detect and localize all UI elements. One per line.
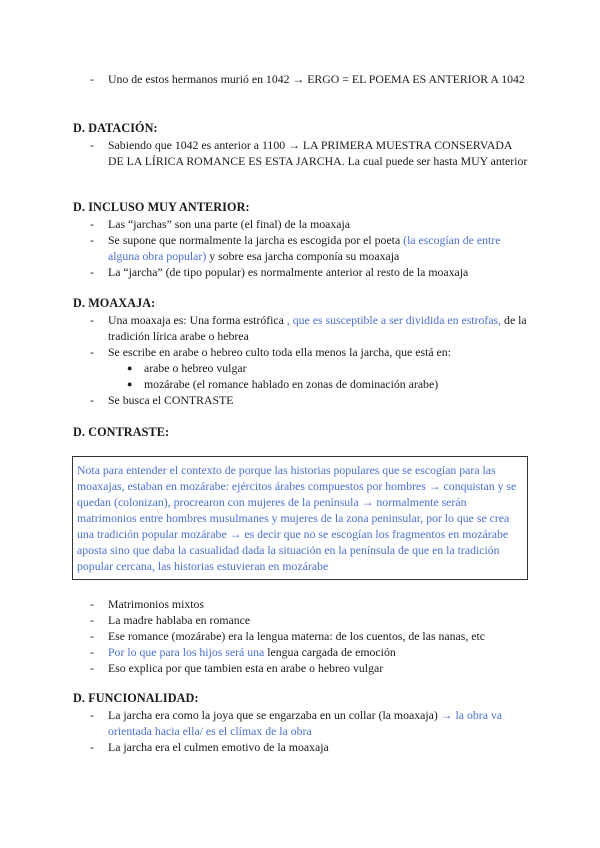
sub-item-text: mozárabe (el romance hablado en zonas de dominación arabe): [144, 377, 439, 391]
sub-item-text: arabe o hebreo vulgar: [144, 361, 247, 375]
dash-bullet: -: [90, 313, 94, 327]
dash-bullet: -: [90, 345, 94, 359]
list-item-text: lengua cargada de emoción: [264, 645, 396, 659]
highlight-text: (la escogían de entre alguna obra popular): [108, 233, 501, 263]
list: [0, 707, 600, 755]
list-item-text: La madre hablaba en romance: [108, 613, 251, 627]
list-item-text: La jarcha era el culmen emotivo de la moaxaja: [108, 740, 329, 754]
dot-bullet: ●: [127, 379, 133, 389]
dash-bullet: -: [90, 72, 94, 86]
highlight-text: , que es susceptible a ser dividida en estrofas,: [283, 313, 502, 327]
section-heading-funcionalidad: D. FUNCIONALIDAD:: [73, 691, 199, 705]
dash-bullet: -: [90, 645, 94, 659]
dash-bullet: -: [90, 393, 94, 407]
section-heading-datacion: D. DATACIÓN:: [73, 121, 158, 135]
list-item-text: La cual puede ser hasta MUY anterior: [344, 154, 528, 168]
list-item-text: Una moaxaja es: Una forma estrófica: [108, 313, 284, 327]
dash-bullet: -: [90, 629, 94, 643]
list-item-text: Se escribe en arabe o hebreo culto toda ella menos la jarcha, que está en:: [108, 345, 451, 359]
section-heading-moaxaja: D. MOAXAJA:: [73, 296, 156, 310]
dash-bullet: -: [90, 138, 94, 152]
list-item-text: Sabiendo que 1042 es anterior a 1100 → LA PRIMERA MUESTRA CONSERVADA DE LA LÍRICA ROMANCE ES ESTA JARCHA.: [108, 138, 512, 168]
section-heading-contraste: D. CONTRASTE:: [73, 425, 170, 439]
list-item: [0, 137, 600, 169]
list-item-text: La “jarcha” (de tipo popular) es normalmente anterior al resto de la moaxaja: [108, 265, 469, 279]
dash-bullet: -: [90, 661, 94, 675]
list: [0, 312, 600, 408]
list-item-text: La jarcha era como la joya que se engarzaba en un collar (la moaxaja): [108, 708, 438, 722]
list-item: [0, 71, 600, 87]
list-item-text: Eso explica por que tambien esta en arabe o hebreo vulgar: [108, 661, 384, 675]
list: [0, 216, 600, 280]
section-heading-incluso: D. INCLUSO MUY ANTERIOR:: [73, 200, 250, 214]
list-item-text: Ese romance (mozárabe) era la lengua materna: de los cuentos, de las nanas, etc: [108, 629, 485, 643]
dash-bullet: -: [90, 217, 94, 231]
list-item-text: Se supone que normalmente la jarcha es escogida por el poeta: [108, 233, 404, 247]
list-item-text: y sobre esa jarcha componía su moaxaja: [206, 249, 400, 263]
dash-bullet: -: [90, 708, 94, 722]
list-item-text: Se busca el CONTRASTE: [108, 393, 234, 407]
dash-bullet: -: [90, 613, 94, 627]
list-item-text: Las “jarchas” son una parte (el final) de la moaxaja: [108, 217, 351, 231]
list-item-text: de la tradición lírica arabe o hebrea: [108, 313, 527, 343]
dash-bullet: -: [90, 265, 94, 279]
context-note-text: Nota para entender el contexto de porque las historias populares que se escogían para las moaxajas, estaban en mozárabe: ejércitos árabes compuestos por hombres → conquistan y se quedan (colonizan), procrearon con mujeres de la península → normalmente serán matrimonios entre hombres musulmanes y mujeres de la zona peninsular, por lo que se crea una tradición popular mozárabe → es decir que no se escogían los fragmentos en mozárabe aposta sino que daba la casualidad dada la situación en la península de que en la tradición popular cercana, las historias estuvieran en mozárabe: [77, 463, 517, 573]
context-note-box: [72, 456, 528, 580]
dash-bullet: -: [90, 597, 94, 611]
dot-bullet: ●: [127, 363, 133, 373]
dash-bullet: -: [90, 233, 94, 247]
list-item-text: Matrimonios mixtos: [108, 597, 205, 611]
highlight-text: → la obra va orientada hacia ella/ es el clímax de la obra: [108, 708, 503, 738]
highlight-text: Por lo que para los hijos será una: [108, 645, 265, 659]
list: [0, 596, 600, 676]
dash-bullet: -: [90, 740, 94, 754]
list-item-text: Uno de estos hermanos murió en 1042 → ERGO = EL POEMA ES ANTERIOR A 1042: [108, 72, 525, 86]
